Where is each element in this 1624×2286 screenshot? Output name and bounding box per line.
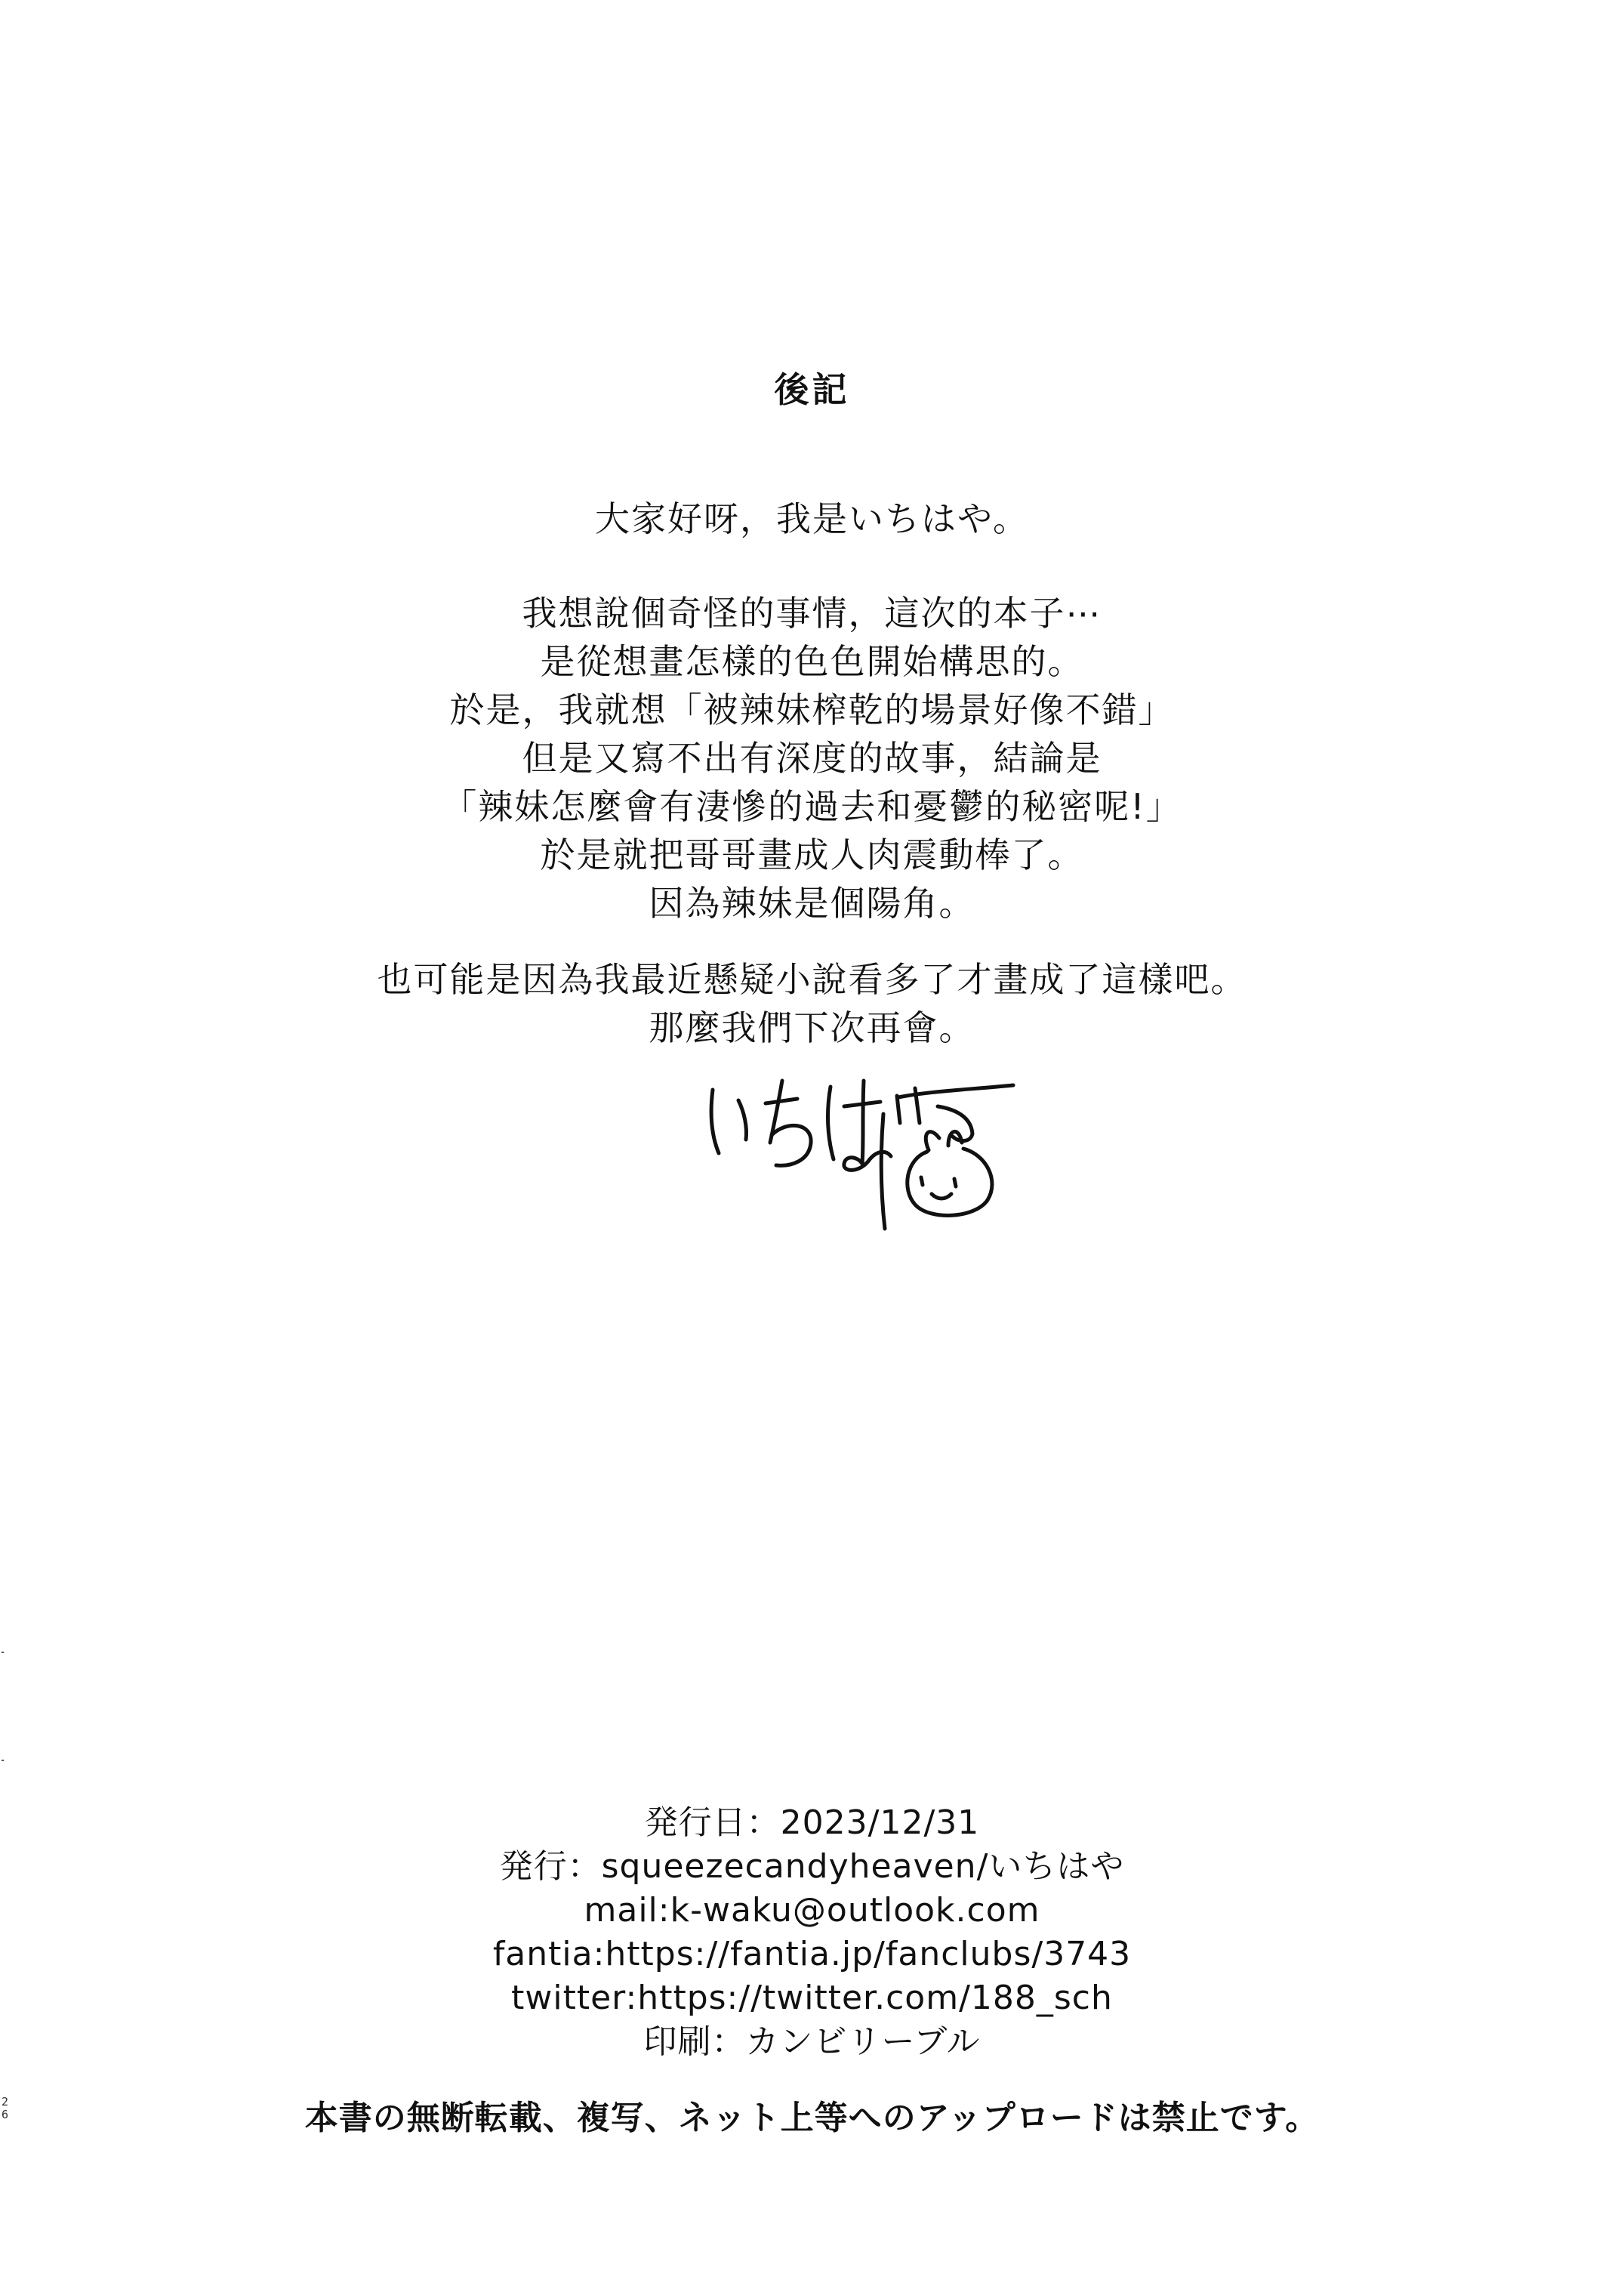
copyright-notice: 本書の無断転載、複写、ネット上等へのアップロードは禁止です。 — [304, 2099, 1320, 2137]
edge-tick-mark — [2, 1760, 4, 1761]
main-line: 「辣妹怎麼會有淒慘的過去和憂鬱的秘密呢!」 — [442, 786, 1182, 827]
edge-tick-mark — [2, 1652, 4, 1653]
main-line: 但是又寫不出有深度的故事，結論是 — [522, 738, 1102, 779]
page-number-digit: 6 — [2, 2108, 9, 2121]
handwritten-signature — [702, 1054, 1019, 1235]
main-line: 因為辣妹是個陽角。 — [649, 883, 975, 924]
colophon — [0, 1801, 1624, 2064]
colophon-fantia: fantia:https://fantia.jp/fanclubs/3743 — [492, 1935, 1132, 1973]
closing-paragraph — [0, 955, 1624, 1052]
page-number-digit: 2 — [2, 2095, 9, 2109]
page-number — [2, 2096, 14, 2121]
greeting-line: 大家好呀，我是いちはや。 — [594, 498, 1030, 539]
colophon-publish-date: 発行日：2023/12/31 — [644, 1803, 980, 1842]
colophon-publisher: 発行：squeezecandyheaven/いちはや — [499, 1847, 1125, 1886]
main-line: 於是，我就想「被辣妹榨乾的場景好像不錯」 — [449, 690, 1175, 730]
colophon-mail: mail:k-waku@outlook.com — [584, 1891, 1040, 1930]
closing-line: 也可能是因為我最近懸疑小說看多了才畫成了這樣吧。 — [377, 959, 1247, 1000]
greeting-paragraph — [0, 495, 1624, 543]
colophon-twitter: twitter:https://twitter.com/188_sch — [511, 1979, 1113, 2017]
main-line: 是從想畫怎樣的色色開始構思的。 — [540, 641, 1084, 682]
colophon-printer: 印刷：カンビリーブル — [643, 2022, 981, 2061]
closing-line: 那麼我們下次再會。 — [649, 1007, 975, 1048]
main-line: 我想說個奇怪的事情，這次的本子⋯ — [522, 593, 1102, 634]
afterword-title: 後記 — [774, 369, 850, 410]
main-paragraph — [0, 589, 1624, 927]
main-line: 於是就把哥哥畫成人肉震動棒了。 — [540, 834, 1084, 875]
